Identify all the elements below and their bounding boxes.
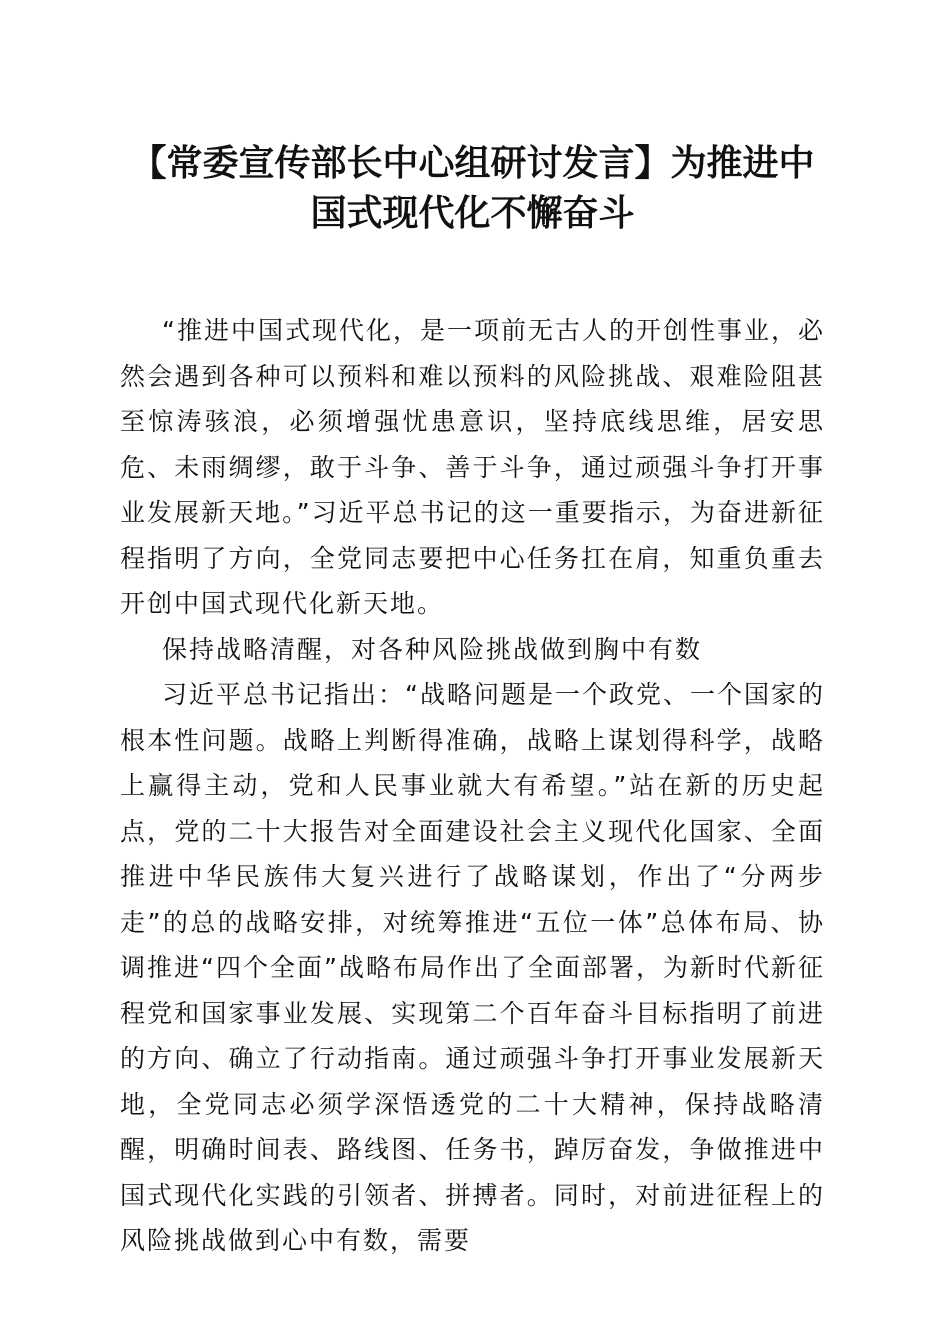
body-paragraph: 习近平总书记指出：“战略问题是一个政党、一个国家的根本性问题。战略上判断得准确，战略上谋划得科学，战略上赢得主动，党和人民事业就大有希望。”站在新的历史起点，党的二十大报告对全面建设社会主义现代化国家、全面推进中华民族伟大复兴进行了战略谋划，作出了“分两步走”的总的战略安排，对统筹推进“五位一体”总体布局、协调推进“四个全面”战略布局作出了全面部署，为新时代新征程党和国家事业发展、实现第二个百年奋斗目标指明了前进的方向、确立了行动指南。通过顽强斗争打开事业发展新天地，全党同志必须学深悟透党的二十大精神，保持战略清醒，明确时间表、路线图、任务书，踔厉奋发，争做推进中国式现代化实践的引领者、拼搏者。同时，对前进征程上的风险挑战做到心中有数，需要 xyxy=(120,680,825,1255)
document-title: 【常委宣传部长中心组研讨发言】为推进中国式现代化不懈奋斗 xyxy=(130,142,815,234)
section-heading: 保持战略清醒，对各种风险挑战做到胸中有数 xyxy=(162,634,703,664)
intro-paragraph: “推进中国式现代化，是一项前无古人的开创性事业，必然会遇到各种可以预料和难以预料的风险挑战、艰难险阻甚至惊涛骇浪，必须增强忧患意识，坚持底线思维，居安思危、未雨绸缪，敢于斗争、善于斗争，通过顽强斗争打开事业发展新天地。”习近平总书记的这一重要指示，为奋进新征程指明了方向，全党同志要把中心任务扛在肩，知重负重去开创中国式现代化新天地。 xyxy=(120,316,825,618)
document-page xyxy=(120,138,825,1264)
